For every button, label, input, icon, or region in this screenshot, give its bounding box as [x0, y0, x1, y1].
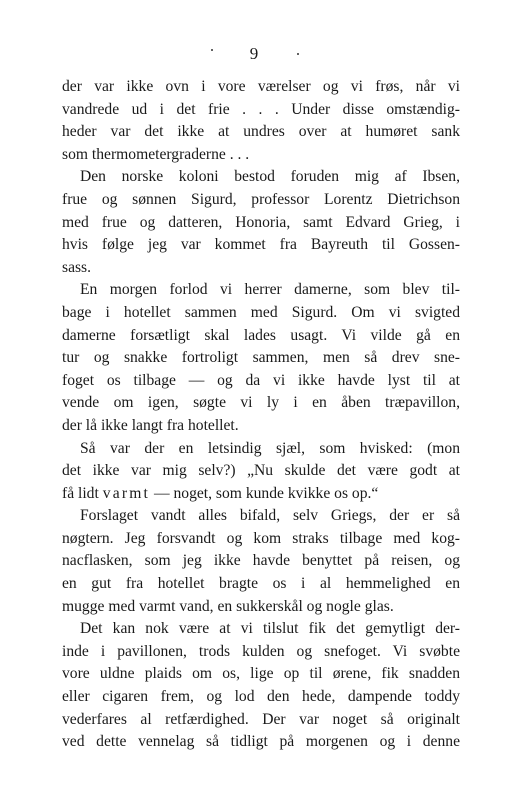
text-run: få lidt: [62, 484, 103, 502]
text-line: Det kan nok være at vi tilslut fik det gemytligt der-: [80, 620, 460, 638]
text-line: ved dette vennelag så tidligt på morgenen og i denne: [62, 733, 460, 751]
text-line: der var ikke ovn i vore værelser og vi frøs, når vi: [62, 78, 460, 95]
paragraph: [62, 505, 460, 618]
paragraph: [62, 618, 460, 754]
paragraph: [62, 166, 460, 279]
text-line: vore uldne plaids om os, lige op til ørene, fik snadden: [62, 665, 460, 683]
text-line: mugge med varmt vand, en sukkerskål og nogle glas.: [62, 597, 394, 615]
text-line: tur og snakke fortroligt sammen, men så drev sne-: [62, 349, 460, 367]
text-run: — noget, som kunde kvikke os op.“: [150, 484, 379, 502]
body-text: [62, 76, 460, 754]
text-line: Så var der en letsindig sjæl, som hvisked: (mon: [80, 439, 460, 457]
spaced-emphasis: varmt: [102, 484, 151, 502]
text-line: nøgtern. Jeg forsvandt og kom straks tilbage med kog-: [62, 529, 460, 547]
text-line: inde i pavillonen, trods kulden og snefoget. Vi svøbte: [62, 642, 460, 660]
text-line: sass.: [62, 258, 92, 276]
text-line: heder var det ikke at undres over at humøret sank: [62, 123, 460, 141]
text-line: [62, 483, 460, 506]
text-line: vende om igen, søgte vi ly i en åben træpavillon,: [62, 394, 460, 412]
page-number: 9: [249, 44, 259, 63]
paragraph: [62, 76, 460, 166]
text-line: bage i hotellet sammen med Sigurd. Om vi svigted: [62, 303, 460, 321]
text-line: det ikke var mig selv?) „Nu skulde det være godt at: [62, 462, 460, 480]
text-line: frue og sønnen Sigurd, professor Lorentz Dietrichson: [62, 190, 460, 208]
text-line: en gut fra hotellet bragte os i al hemmelighed en: [62, 575, 460, 593]
text-line: med frue og datteren, Honoria, samt Edvard Grieg, i: [62, 213, 460, 231]
text-line: damerne forsætligt skal lades usagt. Vi vilde gå en: [62, 326, 460, 344]
text-line: Forslaget vandt alles bifald, selv Griegs, der er så: [80, 507, 460, 525]
text-line: vederfares al retfærdighed. Der var noget så originalt: [62, 710, 460, 728]
text-line: vandrede ud i det frie . . . Under disse omstændig-: [62, 100, 460, 118]
text-line: En morgen forlod vi herrer damerne, som blev til-: [80, 281, 460, 299]
text-line: hvis følge jeg var kommet fra Bayreuth til Gossen-: [62, 236, 460, 254]
paragraph: [62, 279, 460, 437]
text-line: der lå ikke langt fra hotellet.: [62, 416, 239, 434]
text-line: Den norske koloni bestod foruden mig af Ibsen,: [80, 168, 460, 186]
text-line: som thermometergraderne . . .: [62, 145, 250, 163]
text-line: eller cigaren frem, og lod den hede, dampende toddy: [62, 688, 460, 706]
text-line: nacflasken, som jeg ikke havde benyttet på reisen, og: [62, 552, 460, 570]
text-line: foget os tilbage — og da vi ikke havde lyst til at: [62, 371, 460, 389]
paragraph: [62, 438, 460, 506]
